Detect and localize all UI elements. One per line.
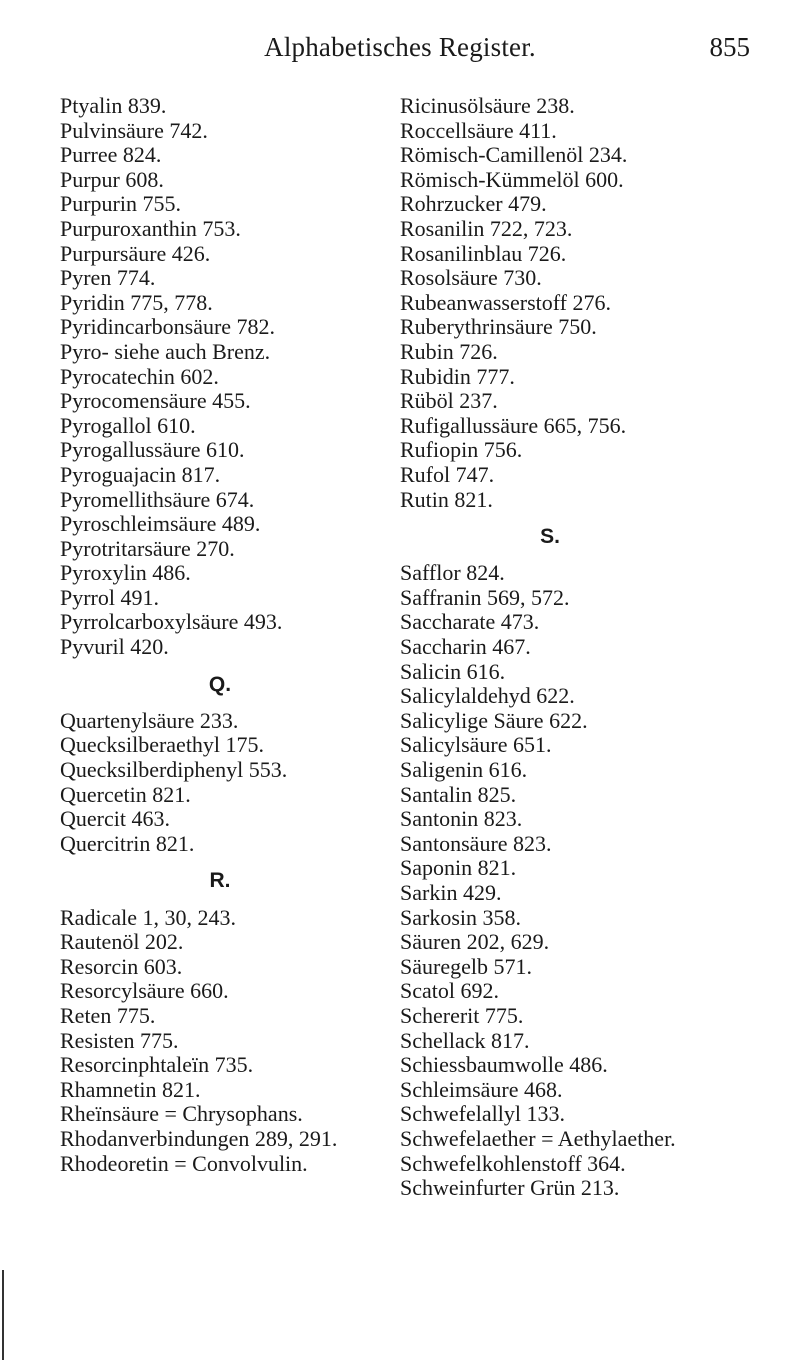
index-entry: Pyridincarbonsäure 782. — [60, 314, 276, 340]
index-entry: Safflor 824. — [400, 560, 505, 586]
index-entry: Quercit 463. — [60, 806, 170, 832]
index-entry: Rheïnsäure = Chrysophans. — [60, 1101, 303, 1127]
index-entry: Rosanilin 722, 723. — [400, 215, 573, 241]
index-entry: Säuren 202, 629. — [400, 929, 550, 955]
index-entry: Roccellsäure 411. — [400, 117, 557, 143]
index-entry: Santalin 825. — [400, 781, 517, 807]
index-entry: Rhamnetin 821. — [60, 1076, 201, 1102]
index-entry: Quercitrin 821. — [60, 830, 195, 856]
page-header — [0, 28, 800, 68]
index-entry: Ricinusölsäure 238. — [400, 93, 575, 118]
index-entry: Saccharin 467. — [400, 634, 531, 660]
index-entry: Schweinfurter Grün 213. — [400, 1175, 620, 1201]
section-letter: S. — [540, 525, 560, 549]
index-entry: Pyrocatechin 602. — [60, 363, 219, 389]
section-letter: Q. — [208, 672, 232, 696]
page-number: 855 — [709, 32, 750, 62]
right-column — [400, 94, 780, 1201]
index-entry: Rhodanverbindungen 289, 291. — [60, 1125, 338, 1151]
index-entry: Pyrogallol 610. — [60, 412, 196, 438]
index-entry: Pyren 774. — [60, 265, 156, 291]
index-entry: Sarkosin 358. — [400, 904, 521, 930]
index-entry: Ptyalin 839. — [60, 93, 167, 118]
index-entry: Resorcinphtaleïn 735. — [60, 1052, 254, 1078]
index-entry: Pyroguajacin 817. — [60, 461, 221, 487]
index-entry: Saccharate 473. — [400, 609, 540, 635]
index-entry: Santonin 823. — [400, 806, 523, 832]
index-entry: Pyrotritarsäure 270. — [60, 535, 235, 561]
index-entry: Rhodeoretin = Convolvulin. — [60, 1150, 308, 1176]
index-entry: Rufol 747. — [400, 461, 495, 487]
index-entry: Quercetin 821. — [60, 781, 191, 807]
index-entry: Salicylaldehyd 622. — [400, 683, 575, 709]
index-entry: Santonsäure 823. — [400, 830, 552, 856]
index-entry: Rubeanwasserstoff 276. — [400, 289, 611, 315]
index-entry: Schiessbaumwolle 486. — [400, 1052, 608, 1078]
index-entry: Pulvinsäure 742. — [60, 117, 208, 143]
index-entry: Purree 824. — [60, 142, 162, 168]
index-entry: Rosolsäure 730. — [400, 265, 542, 291]
index-entry: Reten 775. — [60, 1002, 156, 1028]
index-entry: Purpuroxanthin 753. — [60, 215, 241, 241]
index-entry: Rosanilinblau 726. — [400, 240, 567, 266]
margin-rule — [2, 1270, 4, 1360]
index-entry: Purpur 608. — [60, 166, 164, 192]
index-entry: Rohrzucker 479. — [400, 191, 547, 217]
index-entry: Quecksilberaethyl 175. — [60, 732, 265, 758]
running-title: Alphabetisches Register. — [264, 32, 536, 62]
index-entry: Pyridin 775, 778. — [60, 289, 213, 315]
index-entry: Römisch-Camillenöl 234. — [400, 142, 628, 168]
index-entry: Pyromellithsäure 674. — [60, 486, 255, 512]
index-entry: Pyrocomensäure 455. — [60, 388, 251, 414]
section-letter: R. — [209, 869, 231, 893]
index-entry: Pyroxylin 486. — [60, 560, 191, 586]
index-entry: Quartenylsäure 233. — [60, 707, 239, 733]
left-column — [60, 94, 440, 1176]
index-entry: Sarkin 429. — [400, 880, 502, 905]
index-entry: Rubin 726. — [400, 338, 498, 364]
index-entry: Quecksilberdiphenyl 553. — [60, 757, 288, 783]
index-entry: Rufiopin 756. — [400, 437, 523, 463]
index-entry: Schleimsäure 468. — [400, 1076, 563, 1102]
index-entry: Säuregelb 571. — [400, 953, 532, 979]
index-entry: Schwefelaether = Aethylaether. — [400, 1125, 676, 1151]
index-entry: Purpursäure 426. — [60, 240, 211, 266]
index-entry: Schwefelallyl 133. — [400, 1101, 565, 1127]
index-entry: Resisten 775. — [60, 1027, 179, 1053]
index-entry: Salicylige Säure 622. — [400, 707, 588, 733]
index-entry: Rutin 821. — [400, 486, 493, 512]
index-entry: Scatol 692. — [400, 978, 499, 1004]
index-entry: Radicale 1, 30, 243. — [60, 904, 236, 930]
index-entry: Pyrrol 491. — [60, 584, 159, 610]
index-entry: Resorcin 603. — [60, 953, 183, 979]
index-entry: Römisch-Kümmelöl 600. — [400, 166, 624, 192]
index-entry: Schellack 817. — [400, 1027, 530, 1053]
index-entry: Rüböl 237. — [400, 388, 498, 414]
index-entry: Rubidin 777. — [400, 363, 515, 389]
index-entry: Purpurin 755. — [60, 191, 181, 217]
index-entry: Saligenin 616. — [400, 757, 528, 783]
index-entry: Schererit 775. — [400, 1002, 524, 1028]
index-entry: Rufigallussäure 665, 756. — [400, 412, 627, 438]
index-entry: Pyvuril 420. — [60, 634, 169, 660]
index-entry: Saponin 821. — [400, 855, 517, 881]
index-entry: Salicylsäure 651. — [400, 732, 552, 758]
index-entry: Pyrrolcarboxylsäure 493. — [60, 609, 283, 635]
index-entry: Pyroschleimsäure 489. — [60, 511, 261, 537]
index-entry: Saffranin 569, 572. — [400, 584, 570, 610]
index-entry: Pyro- siehe auch Brenz. — [60, 338, 271, 364]
index-entry: Ruberythrinsäure 750. — [400, 314, 597, 340]
index-entry: Schwefelkohlenstoff 364. — [400, 1150, 626, 1176]
index-entry: Pyrogallussäure 610. — [60, 437, 245, 463]
index-entry: Resorcylsäure 660. — [60, 978, 229, 1004]
index-entry: Rautenöl 202. — [60, 929, 184, 955]
index-entry: Salicin 616. — [400, 658, 506, 684]
